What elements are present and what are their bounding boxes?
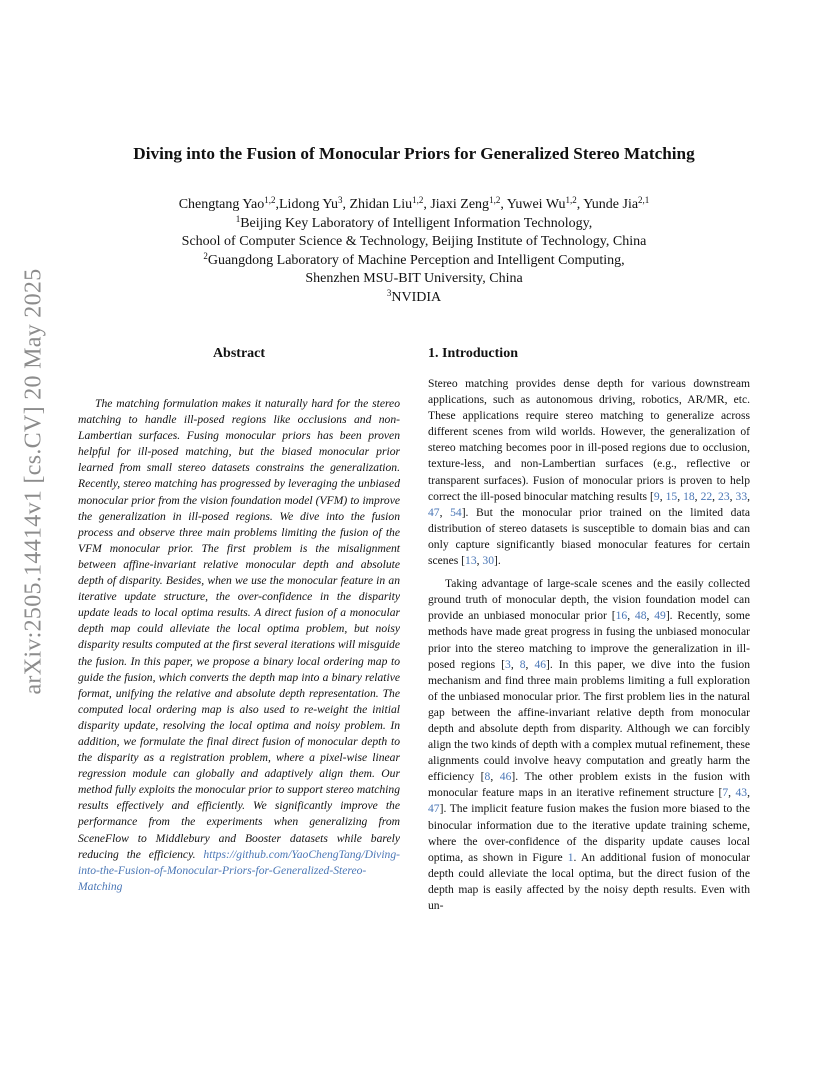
citation-link[interactable]: 46 (534, 657, 547, 671)
affiliation-text: Beijing Key Laboratory of Intelligent Information Technology, (240, 215, 593, 231)
author-affiliation-mark: 1,2 (412, 195, 424, 205)
citation-link[interactable]: 22 (700, 489, 713, 503)
citation-link[interactable]: 54 (450, 505, 462, 519)
right-column (428, 346, 750, 914)
author-affiliation-mark: 3 (337, 195, 343, 205)
citation-link[interactable]: 7 (722, 786, 729, 800)
citation-link[interactable]: 8 (519, 657, 526, 671)
citation-link[interactable]: 46 (499, 770, 512, 784)
citation-link[interactable]: 18 (683, 489, 695, 503)
affiliation-mark: 2 (203, 250, 208, 261)
citation-link[interactable]: 13 (465, 554, 477, 568)
author-name: Jiaxi Zeng (430, 197, 490, 212)
citation-link[interactable]: 9 (653, 489, 660, 503)
affiliation-1-line-2: School of Computer Science & Technology, Beijing Institute of Technology, China (181, 234, 647, 250)
citation-link[interactable]: 48 (634, 609, 647, 623)
code-link[interactable]: https://github.com/YaoChengTang/Diving-into-the-Fusion-of-Monocular-Priors-for-Generalized-Stereo-Matching (78, 847, 400, 893)
intro-heading: 1. Introduction (428, 346, 518, 361)
author-name: Yuwei Wu (506, 197, 566, 212)
affiliation-text: NVIDIA (391, 289, 442, 305)
citation-link[interactable]: 30 (482, 554, 495, 568)
arxiv-stamp-text: arXiv:2505.14414v1 [cs.CV] 20 May 2025 (20, 267, 47, 695)
affiliation-3 (80, 289, 748, 308)
citation-link[interactable]: 16 (615, 609, 628, 623)
author-affiliation-mark: 1,2 (264, 195, 276, 205)
abstract-body (78, 396, 400, 895)
arxiv-stamp (14, 267, 54, 695)
left-column (78, 346, 400, 895)
author-block (80, 196, 748, 308)
affiliation-2 (80, 252, 748, 271)
paper-title: Diving into the Fusion of Monocular Priors for Generalized Stereo Matching (133, 144, 695, 163)
affiliation-mark: 1 (235, 213, 241, 224)
citation-link[interactable]: 8 (484, 770, 491, 784)
abstract-text: The matching formulation makes it naturally hard for the stereo matching to handle ill-posed regions like occlusions and non-Lambertian surfaces. Fusing monocular priors has been proven helpful for ill-posed matching, but the biased monocular prior learned from small stereo datasets constrains the generalization. Recently, stereo matching has progressed by leveraging the unbiased monocular prior from the vision foundation model (VFM) to improve the generalization in ill-posed regions. We dive into the fusion process and observe three main problems limiting the fusion of the VFM monocular prior. The first problem is the misalignment between affine-invariant relative monocular depth and absolute depth of disparity. Besides, when we use the monocular feature in an iterative update structure, the over-confidence in the disparity update leads to local optima results. A direct fusion of a monocular depth map could alleviate the local optima problem, but noisy disparity results computed at the first several iterations will misguide the fusion. In this paper, we propose a binary local ordering map to guide the fusion, which converts the depth map into a binary relative format, unifying the relative and absolute depth representation. The computed local ordering map is also used to re-weight the initial disparity update, resolving the local optima and noisy problem. In addition, we formulate the final direct fusion of monocular depth to the disparity as a registration problem, where a pixel-wise linear regression module can globally and adaptively align them. Our method fully exploits the monocular prior to support stereo matching results effectively and efficiently. We significantly improve the performance from the experiments when generalizing from SceneFlow to Middlebury and Booster datasets while barely reducing the efficiency. (78, 397, 400, 861)
affiliation-mark: 3 (386, 287, 392, 298)
author-name: Chengtang Yao (178, 197, 265, 212)
author-affiliation-mark: 1,2 (565, 195, 577, 205)
citation-link[interactable]: 33 (735, 489, 748, 503)
intro-paragraph-2: Taking advantage of large-scale scenes and the easily collected ground truth of monocular depth, the vision foundation model can provide an unbiased monocular prior [16, 48, 49]. Recently, some methods have made great progress in fusing the unbiased monocular prior into the stereo matching to improve the generalization in ill-posed regions [3, 8, 46]. In this paper, we dive into the fusion mechanism and find three main problems limiting a full exploration of the unbiased monocular prior. The first problem lies in the natural gap between the affine-invariant relative depth from monocular depth and absolute depth from disparity. Although we can forcibly align the two kinds of depth with a complex mutual refinement, these alignments could involve heavy computation and greatly harm the efficiency [8, 46]. The other problem exists in the fusion with monocular feature maps in an iterative refinement structure [7, 43, 47]. The implicit feature fusion makes the fusion more biased to the binocular information due to the iterative update training scheme, where the over-confidence of the disparity update causes local optima, as shown in Figure 1. An additional fusion of monocular depth could alleviate the local optima, but the direct fusion of the depth map is easily affected by the noisy depth results. Even with un- (428, 577, 751, 912)
author-list: Chengtang Yao$^{1,2}$,Lidong Yu$^3$, Zhidan Liu$^{1,2}$, Jiaxi Zeng$^{1,2}$, Yuwei Wu$^{1,2}$, Yunde Jia$^{2,1}$ (178, 195, 650, 212)
citation-link[interactable]: 1 (567, 850, 574, 864)
citation-link[interactable]: 49 (654, 609, 666, 623)
affiliation-2-line-2: Shenzhen MSU-BIT University, China (305, 271, 523, 287)
citation-link[interactable]: 43 (735, 786, 748, 800)
affiliation-text: Guangdong Laboratory of Machine Perception and Intelligent Computing, (207, 252, 625, 268)
author-affiliation-mark: 1,2 (489, 195, 501, 205)
citation-link[interactable]: 3 (505, 657, 511, 671)
author-name: Lidong Yu (279, 197, 338, 212)
citation-link[interactable]: 15 (665, 489, 678, 503)
intro-paragraph-1: Stereo matching provides dense depth for various downstream applications, such as autonomous driving, robotics, AR/MR, etc. These applications require stereo matching to generalize across different scenes from wild worlds. However, the generalization of stereo matching becomes poor in ill-posed regions due to occlusion, texture-less, and non-Lambertian surfaces (e.g., reflective or transparent surfaces). Fusion of monocular priors is proven to help correct the ill-posed binocular matching results [9, 15, 18, 22, 23, 33, 47, 54]. But the monocular prior trained on the limited data distribution of stereo datasets is susceptible to domain bias and can only capture significantly biased monocular features for certain scenes [13, 30]. (428, 377, 751, 568)
affiliation-1 (80, 215, 748, 234)
author-name: Zhidan Liu (349, 197, 413, 212)
author-name: Yunde Jia (583, 197, 639, 212)
citation-link[interactable]: 23 (718, 489, 730, 503)
author-affiliation-mark: 2,1 (638, 195, 650, 205)
citation-link[interactable]: 47 (428, 505, 440, 519)
abstract-heading: Abstract (212, 346, 266, 361)
citation-link[interactable]: 47 (428, 802, 440, 816)
